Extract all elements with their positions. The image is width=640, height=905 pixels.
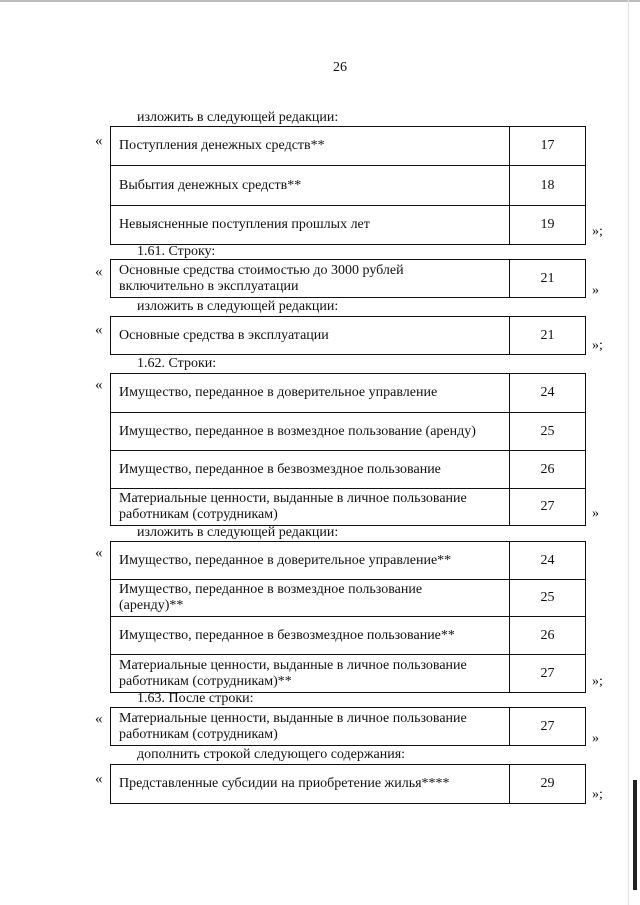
- open-quote: «: [95, 545, 103, 561]
- row-code: 27: [510, 655, 586, 693]
- open-quote: «: [95, 711, 103, 727]
- open-quote: «: [95, 771, 103, 787]
- section-heading-1-62: 1.62. Строки:: [137, 356, 217, 371]
- section-heading-1-63: 1.63. После строки:: [137, 691, 254, 706]
- row-name: Материальные ценности, выданные в личное пользование работникам (сотрудникам): [111, 489, 510, 526]
- close-quote: »: [592, 731, 599, 746]
- row-code: 17: [510, 127, 586, 166]
- row-code: 24: [510, 374, 586, 413]
- table-row: [111, 260, 586, 298]
- instruction-text: изложить в следующей редакции:: [137, 299, 339, 314]
- row-name: Материальные ценности, выданные в личное пользование работникам (сотрудникам): [111, 708, 510, 746]
- table-row: [111, 542, 586, 580]
- row-code: 29: [510, 765, 586, 804]
- account-table-4: [110, 373, 586, 526]
- instruction-text: изложить в следующей редакции:: [137, 110, 339, 125]
- row-code: 24: [510, 542, 586, 580]
- table-row: [111, 617, 586, 655]
- account-table-5: [110, 541, 586, 693]
- row-code: 26: [510, 617, 586, 655]
- account-table-6: [110, 707, 586, 746]
- row-code: 27: [510, 489, 586, 526]
- row-name: Имущество, переданное в возмездное пользование (аренду): [111, 413, 510, 451]
- account-table-3: [110, 316, 586, 355]
- account-table-1: [110, 126, 586, 245]
- close-quote: »;: [592, 224, 603, 239]
- row-code: 21: [510, 317, 586, 355]
- table-row: [111, 580, 586, 617]
- close-quote: »;: [592, 674, 603, 689]
- open-quote: «: [95, 264, 103, 280]
- scan-mark-right: [633, 780, 637, 890]
- row-code: 27: [510, 708, 586, 746]
- close-quote: »;: [592, 338, 603, 353]
- close-quote: »;: [592, 787, 603, 802]
- row-name: Основные средства стоимостью до 3000 рублей включительно в эксплуатации: [111, 260, 510, 298]
- instruction-text: изложить в следующей редакции:: [137, 525, 339, 540]
- row-name: Материальные ценности, выданные в личное пользование работникам (сотрудникам)**: [111, 655, 510, 693]
- row-name: Имущество, переданное в доверительное управление**: [111, 542, 510, 580]
- table-row: [111, 166, 586, 206]
- open-quote: «: [95, 133, 103, 149]
- row-name: Поступления денежных средств**: [111, 127, 510, 166]
- table-row: [111, 317, 586, 355]
- row-code: 19: [510, 206, 586, 245]
- row-name: Представленные субсидии на приобретение жилья****: [111, 765, 510, 804]
- row-code: 25: [510, 580, 586, 617]
- table-row: [111, 451, 586, 489]
- scan-border-top: [0, 0, 640, 2]
- table-row: [111, 374, 586, 413]
- section-heading-1-61: 1.61. Строку:: [137, 244, 216, 259]
- row-name: Основные средства в эксплуатации: [111, 317, 510, 355]
- table-row: [111, 489, 586, 526]
- scan-edge-right: [628, 0, 629, 905]
- account-table-7: [110, 764, 586, 804]
- table-row: [111, 127, 586, 166]
- row-name: Выбытия денежных средств**: [111, 166, 510, 206]
- row-name: Имущество, переданное в безвозмездное пользование: [111, 451, 510, 489]
- row-code: 21: [510, 260, 586, 298]
- row-name: Имущество, переданное в возмездное пользование (аренду)**: [111, 580, 510, 617]
- row-code: 26: [510, 451, 586, 489]
- account-table-2: [110, 259, 586, 298]
- open-quote: «: [95, 377, 103, 393]
- table-row: [111, 655, 586, 693]
- instruction-text: дополнить строкой следующего содержания:: [137, 747, 406, 762]
- table-row: [111, 708, 586, 746]
- close-quote: »: [592, 506, 599, 521]
- table-row: [111, 206, 586, 245]
- row-name: Имущество, переданное в безвозмездное пользование**: [111, 617, 510, 655]
- row-code: 25: [510, 413, 586, 451]
- open-quote: «: [95, 322, 103, 338]
- table-row: [111, 413, 586, 451]
- row-code: 18: [510, 166, 586, 206]
- close-quote: »: [592, 283, 599, 298]
- row-name: Имущество, переданное в доверительное управление: [111, 374, 510, 413]
- table-row: [111, 765, 586, 804]
- page-number: 26: [333, 60, 347, 75]
- row-name: Невыясненные поступления прошлых лет: [111, 206, 510, 245]
